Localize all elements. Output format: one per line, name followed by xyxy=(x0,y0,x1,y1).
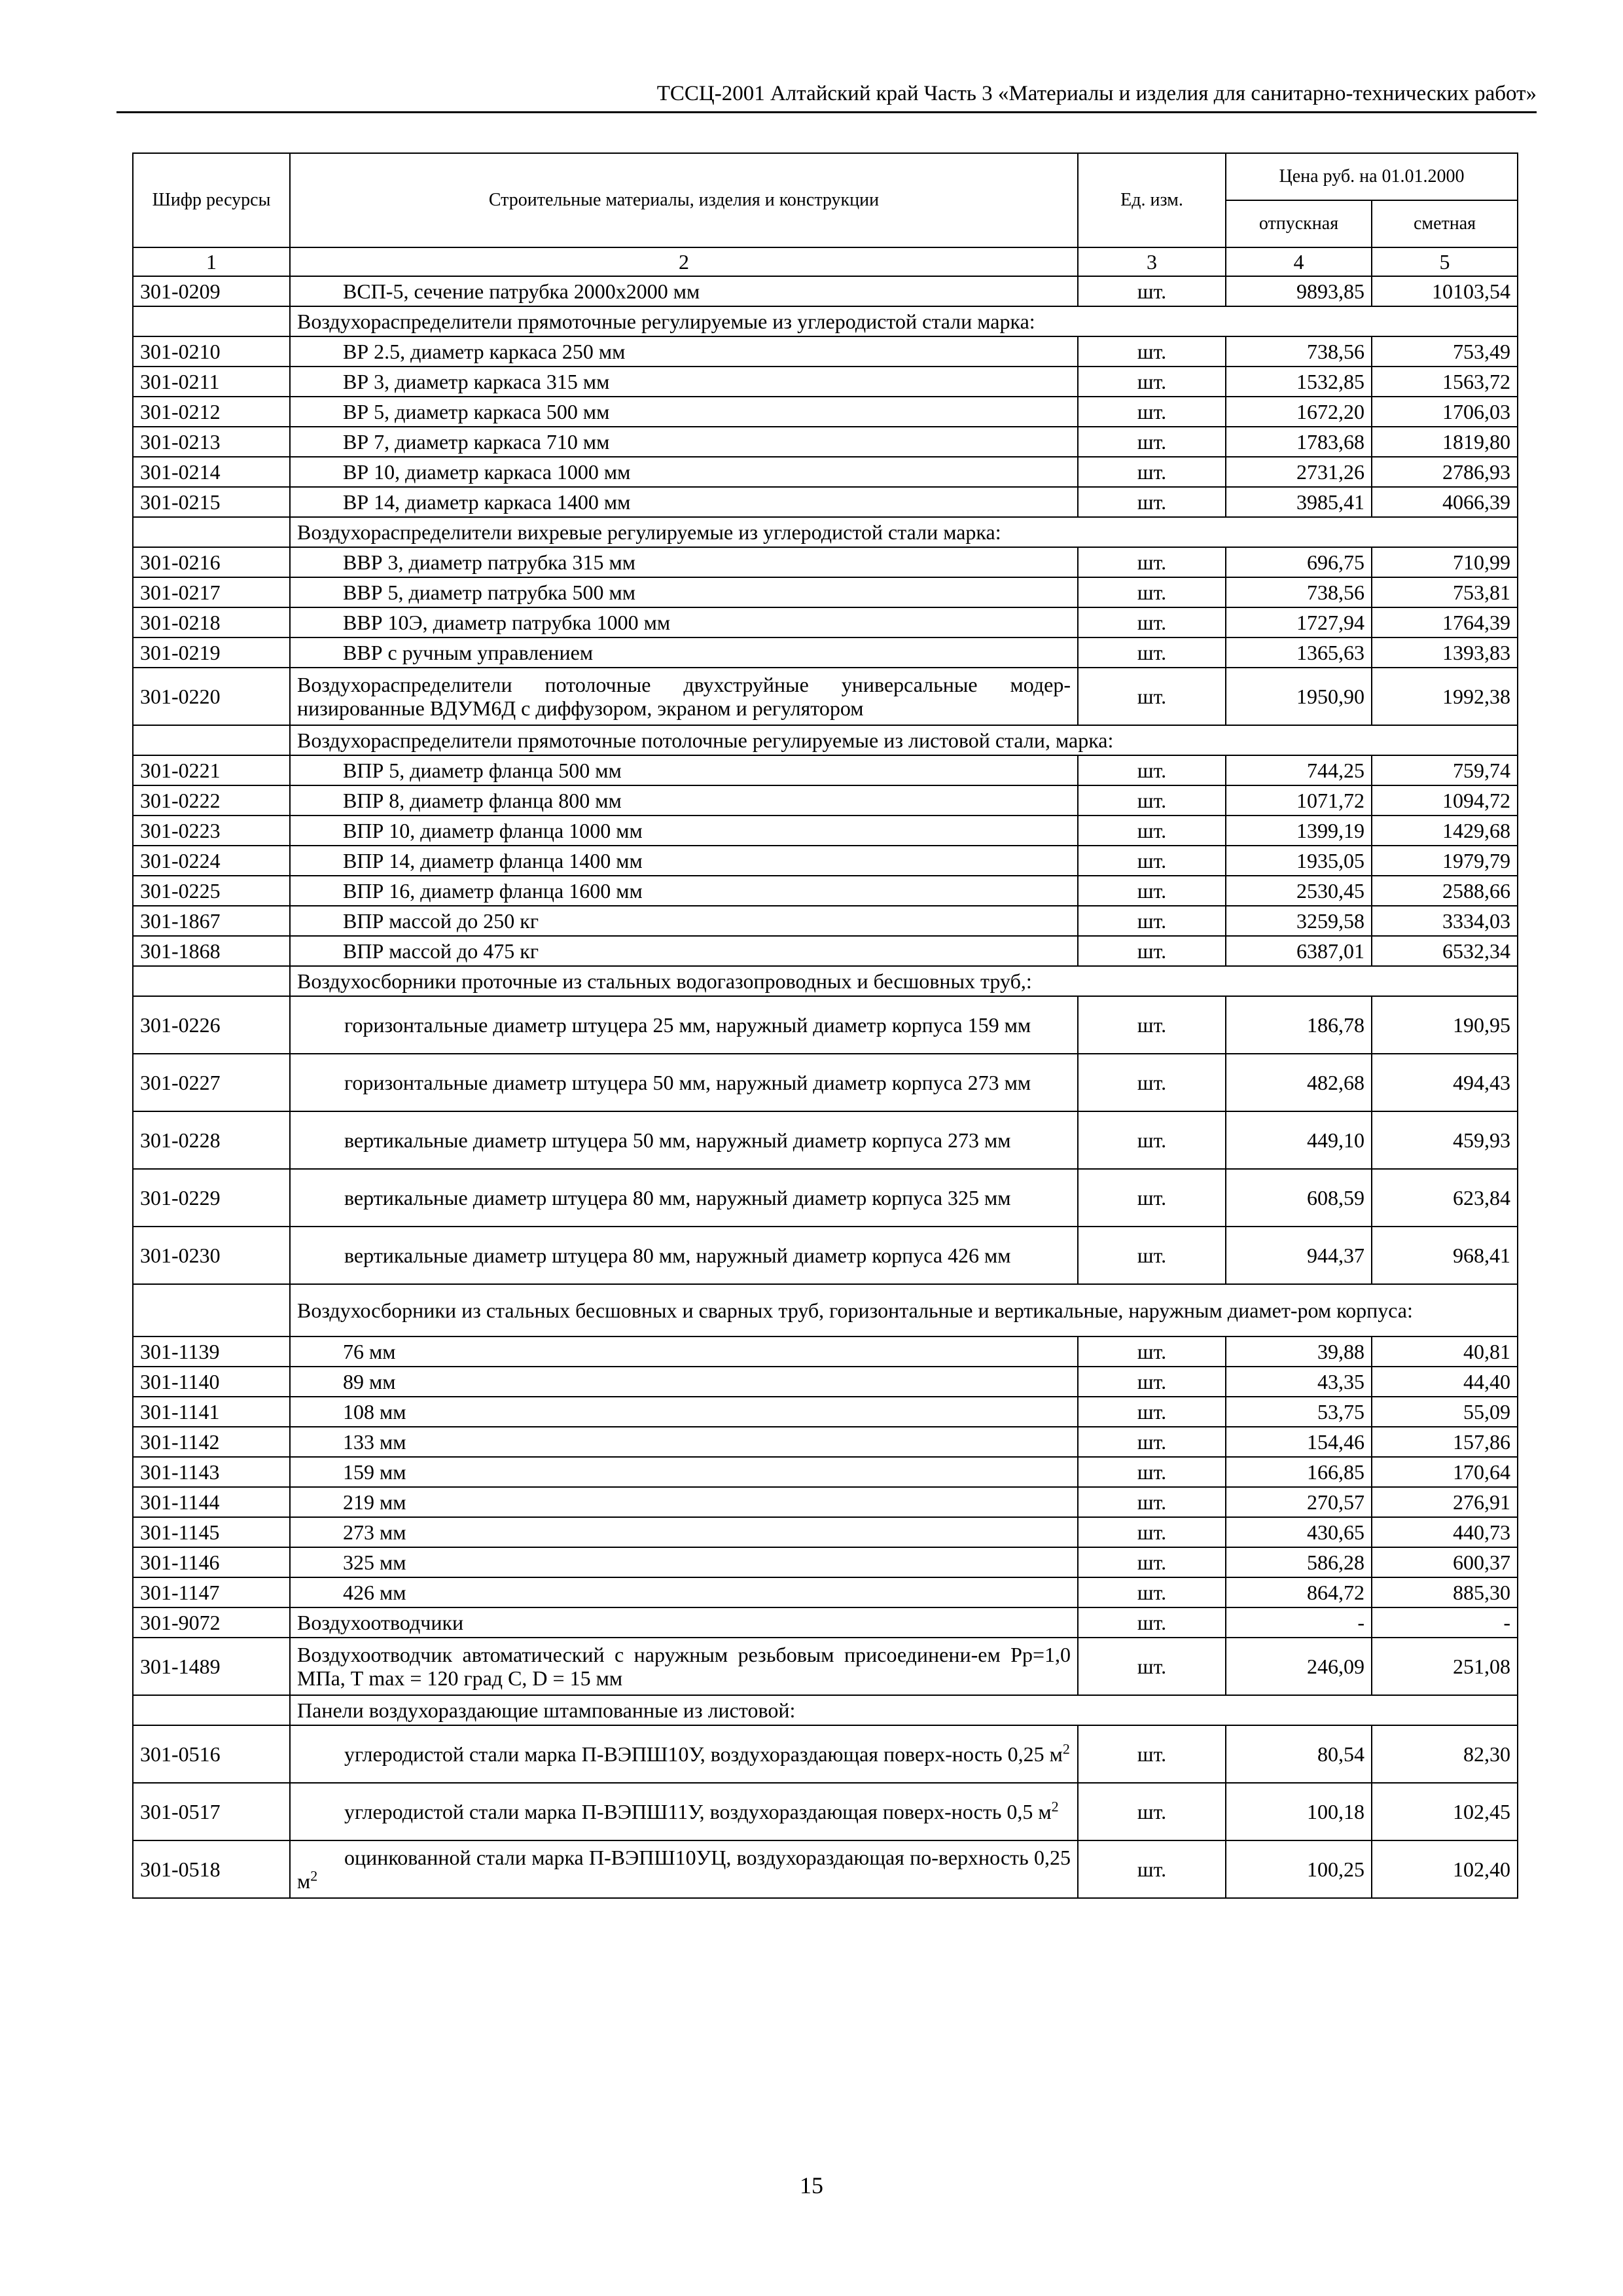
estimate-price-cell: 251,08 xyxy=(1372,1638,1518,1695)
name-cell: ВР 2.5, диаметр каркаса 250 мм xyxy=(290,336,1078,367)
code-cell: 301-0229 xyxy=(133,1169,290,1227)
table-row xyxy=(133,1367,1518,1397)
name-cell xyxy=(290,668,1078,725)
unit-cell: шт. xyxy=(1078,996,1226,1054)
release-price-cell: 744,25 xyxy=(1226,755,1372,785)
group-name: Воздухораспределители вихревые регулируемые из углеродистой стали марка: xyxy=(290,517,1518,547)
group-row xyxy=(133,517,1518,547)
unit-cell: шт. xyxy=(1078,755,1226,785)
group-name: Воздухосборники из стальных бесшовных и сварных труб, горизонтальные и вертикальные, наружным диамет-ром корпуса: xyxy=(290,1284,1518,1336)
code-cell: 301-1868 xyxy=(133,936,290,966)
release-price-cell: 1071,72 xyxy=(1226,785,1372,816)
estimate-price-cell: 459,93 xyxy=(1372,1111,1518,1169)
table-row xyxy=(133,996,1518,1054)
code-cell xyxy=(133,517,290,547)
estimate-price-cell: 82,30 xyxy=(1372,1725,1518,1783)
table-row xyxy=(133,1725,1518,1783)
name-cell: ВР 7, диаметр каркаса 710 мм xyxy=(290,427,1078,457)
name-cell: 426 мм xyxy=(290,1577,1078,1607)
code-cell: 301-0226 xyxy=(133,996,290,1054)
item-description xyxy=(297,1013,1071,1037)
name-cell: ВПР 5, диаметр фланца 500 мм xyxy=(290,755,1078,785)
code-cell: 301-0218 xyxy=(133,607,290,637)
item-description xyxy=(297,1643,1071,1690)
col-header-unit: Ед. изм. xyxy=(1078,153,1226,247)
release-price-cell: 270,57 xyxy=(1226,1487,1372,1517)
page-header xyxy=(116,71,1537,113)
table-row xyxy=(133,1169,1518,1227)
code-cell: 301-0224 xyxy=(133,846,290,876)
code-cell: 301-0225 xyxy=(133,876,290,906)
unit-superscript: 2 xyxy=(1051,1798,1059,1815)
code-cell: 301-0210 xyxy=(133,336,290,367)
unit-cell: шт. xyxy=(1078,668,1226,725)
release-price-cell: 449,10 xyxy=(1226,1111,1372,1169)
table-row xyxy=(133,336,1518,367)
release-price-cell: 608,59 xyxy=(1226,1169,1372,1227)
estimate-price-cell: 1979,79 xyxy=(1372,846,1518,876)
release-price-cell: 166,85 xyxy=(1226,1457,1372,1487)
estimate-price-cell: 10103,54 xyxy=(1372,276,1518,306)
col-number: 2 xyxy=(290,247,1078,276)
table-row xyxy=(133,637,1518,668)
item-description-text: вертикальные диаметр штуцера 80 мм, наружный диаметр корпуса 325 мм xyxy=(344,1186,1011,1210)
code-cell: 301-0222 xyxy=(133,785,290,816)
code-cell: 301-0221 xyxy=(133,755,290,785)
table-row xyxy=(133,1336,1518,1367)
col-number: 3 xyxy=(1078,247,1226,276)
table-row xyxy=(133,1517,1518,1547)
release-price-cell: 9893,85 xyxy=(1226,276,1372,306)
table-row xyxy=(133,1427,1518,1457)
release-price-cell: 39,88 xyxy=(1226,1336,1372,1367)
code-cell xyxy=(133,1695,290,1725)
item-description xyxy=(297,1244,1071,1267)
name-cell xyxy=(290,1169,1078,1227)
name-cell: 219 мм xyxy=(290,1487,1078,1517)
code-cell: 301-1142 xyxy=(133,1427,290,1457)
code-cell: 301-0211 xyxy=(133,367,290,397)
group-row xyxy=(133,306,1518,336)
name-cell: 273 мм xyxy=(290,1517,1078,1547)
estimate-price-cell: 4066,39 xyxy=(1372,487,1518,517)
table-row xyxy=(133,1547,1518,1577)
release-price-cell: 1727,94 xyxy=(1226,607,1372,637)
estimate-price-cell: 102,40 xyxy=(1372,1840,1518,1898)
estimate-price-cell: 2588,66 xyxy=(1372,876,1518,906)
estimate-price-cell: 2786,93 xyxy=(1372,457,1518,487)
release-price-cell: 154,46 xyxy=(1226,1427,1372,1457)
release-price-cell: 430,65 xyxy=(1226,1517,1372,1547)
code-cell: 301-1489 xyxy=(133,1638,290,1695)
name-cell xyxy=(290,1638,1078,1695)
estimate-price-cell: 6532,34 xyxy=(1372,936,1518,966)
release-price-cell: 100,25 xyxy=(1226,1840,1372,1898)
table-row xyxy=(133,1054,1518,1111)
unit-cell: шт. xyxy=(1078,1725,1226,1783)
group-row xyxy=(133,966,1518,996)
code-cell: 301-0227 xyxy=(133,1054,290,1111)
code-cell: 301-0220 xyxy=(133,668,290,725)
group-row xyxy=(133,725,1518,755)
group-row xyxy=(133,1284,1518,1336)
release-price-cell: 1783,68 xyxy=(1226,427,1372,457)
group-name: Воздухораспределители прямоточные потолочные регулируемые из листовой стали, марка: xyxy=(290,725,1518,755)
estimate-price-cell: 494,43 xyxy=(1372,1054,1518,1111)
unit-cell: шт. xyxy=(1078,1054,1226,1111)
release-price-cell: 53,75 xyxy=(1226,1397,1372,1427)
unit-cell: шт. xyxy=(1078,1783,1226,1840)
col-header-release: отпускная xyxy=(1226,200,1372,247)
name-cell: 133 мм xyxy=(290,1427,1078,1457)
unit-cell: шт. xyxy=(1078,1577,1226,1607)
name-cell: 159 мм xyxy=(290,1457,1078,1487)
table-row xyxy=(133,1397,1518,1427)
estimate-price-cell: 885,30 xyxy=(1372,1577,1518,1607)
release-price-cell: 1399,19 xyxy=(1226,816,1372,846)
unit-cell: шт. xyxy=(1078,457,1226,487)
unit-cell: шт. xyxy=(1078,1840,1226,1898)
code-cell xyxy=(133,1284,290,1336)
release-price-cell: 100,18 xyxy=(1226,1783,1372,1840)
estimate-price-cell: 753,49 xyxy=(1372,336,1518,367)
unit-cell: шт. xyxy=(1078,336,1226,367)
unit-cell: шт. xyxy=(1078,1336,1226,1367)
code-cell: 301-1141 xyxy=(133,1397,290,1427)
item-description xyxy=(297,1128,1071,1152)
code-cell xyxy=(133,306,290,336)
estimate-price-cell: 157,86 xyxy=(1372,1427,1518,1457)
table-row xyxy=(133,1227,1518,1284)
estimate-price-cell: 190,95 xyxy=(1372,996,1518,1054)
unit-cell: шт. xyxy=(1078,1547,1226,1577)
estimate-price-cell: 1563,72 xyxy=(1372,367,1518,397)
table-header-row xyxy=(133,153,1518,200)
name-cell: ВПР массой до 250 кг xyxy=(290,906,1078,936)
name-cell: 108 мм xyxy=(290,1397,1078,1427)
name-cell xyxy=(290,1054,1078,1111)
estimate-price-cell: 44,40 xyxy=(1372,1367,1518,1397)
unit-cell: шт. xyxy=(1078,1111,1226,1169)
name-cell xyxy=(290,1111,1078,1169)
table-row xyxy=(133,547,1518,577)
column-number-row xyxy=(133,247,1518,276)
col-header-name: Строительные материалы, изделия и конструкции xyxy=(290,153,1078,247)
name-cell: ВПР 14, диаметр фланца 1400 мм xyxy=(290,846,1078,876)
code-cell: 301-0212 xyxy=(133,397,290,427)
name-cell: ВВР 10Э, диаметр патрубка 1000 мм xyxy=(290,607,1078,637)
header-title: ТССЦ-2001 Алтайский край Часть 3 «Материалы и изделия для санитарно-технических работ» xyxy=(656,82,1537,105)
table-row xyxy=(133,876,1518,906)
item-description xyxy=(297,673,1071,720)
estimate-price-cell: 55,09 xyxy=(1372,1397,1518,1427)
col-header-code: Шифр ресурсы xyxy=(133,153,290,247)
release-price-cell: 738,56 xyxy=(1226,336,1372,367)
col-number: 4 xyxy=(1226,247,1372,276)
table-row xyxy=(133,457,1518,487)
name-cell: ВПР 10, диаметр фланца 1000 мм xyxy=(290,816,1078,846)
col-number: 5 xyxy=(1372,247,1518,276)
unit-cell: шт. xyxy=(1078,1487,1226,1517)
code-cell: 301-0216 xyxy=(133,547,290,577)
name-cell: 76 мм xyxy=(290,1336,1078,1367)
name-cell: ВПР 8, диаметр фланца 800 мм xyxy=(290,785,1078,816)
col-header-estimate: сметная xyxy=(1372,200,1518,247)
name-cell: Воздухоотводчики xyxy=(290,1607,1078,1638)
item-description xyxy=(297,1186,1071,1210)
name-cell: ВПР массой до 475 кг xyxy=(290,936,1078,966)
release-price-cell: - xyxy=(1226,1607,1372,1638)
release-price-cell: 944,37 xyxy=(1226,1227,1372,1284)
item-description-text: оцинкованной стали марка П-ВЭПШ10УЦ, воздухораздающая по-верхность 0,25 м xyxy=(297,1846,1071,1893)
table-row xyxy=(133,276,1518,306)
code-cell: 301-9072 xyxy=(133,1607,290,1638)
item-description xyxy=(297,1071,1071,1094)
unit-cell: шт. xyxy=(1078,547,1226,577)
code-cell: 301-0213 xyxy=(133,427,290,457)
unit-cell: шт. xyxy=(1078,1169,1226,1227)
item-description xyxy=(297,1800,1071,1823)
unit-cell: шт. xyxy=(1078,607,1226,637)
group-name: Воздухосборники проточные из стальных водогазопроводных и бесшовных труб,: xyxy=(290,966,1518,996)
estimate-price-cell: 3334,03 xyxy=(1372,906,1518,936)
table-row xyxy=(133,487,1518,517)
unit-cell: шт. xyxy=(1078,876,1226,906)
name-cell xyxy=(290,996,1078,1054)
estimate-price-cell: 1992,38 xyxy=(1372,668,1518,725)
code-cell: 301-0217 xyxy=(133,577,290,607)
unit-cell: шт. xyxy=(1078,816,1226,846)
release-price-cell: 586,28 xyxy=(1226,1547,1372,1577)
release-price-cell: 3985,41 xyxy=(1226,487,1372,517)
release-price-cell: 3259,58 xyxy=(1226,906,1372,936)
unit-cell: шт. xyxy=(1078,1457,1226,1487)
item-description xyxy=(297,1742,1071,1766)
table-row xyxy=(133,1457,1518,1487)
estimate-price-cell: 623,84 xyxy=(1372,1169,1518,1227)
code-cell: 301-0230 xyxy=(133,1227,290,1284)
release-price-cell: 246,09 xyxy=(1226,1638,1372,1695)
release-price-cell: 696,75 xyxy=(1226,547,1372,577)
price-table-body xyxy=(133,153,1518,1898)
name-cell: 325 мм xyxy=(290,1547,1078,1577)
unit-cell: шт. xyxy=(1078,1397,1226,1427)
code-cell: 301-0517 xyxy=(133,1783,290,1840)
price-table xyxy=(132,152,1518,1899)
table-row xyxy=(133,1111,1518,1169)
estimate-price-cell: 440,73 xyxy=(1372,1517,1518,1547)
item-description-text: Воздухораспределители потолочные двухструйные универсальные модер-низированные ВДУМ6Д с диффузором, экраном и регулятором xyxy=(297,673,1071,720)
item-description-text: углеродистой стали марка П-ВЭПШ11У, воздухораздающая поверх-ность 0,5 м xyxy=(344,1800,1052,1823)
code-cell: 301-1143 xyxy=(133,1457,290,1487)
release-price-cell: 80,54 xyxy=(1226,1725,1372,1783)
estimate-price-cell: 753,81 xyxy=(1372,577,1518,607)
table-row xyxy=(133,906,1518,936)
unit-superscript: 2 xyxy=(310,1867,318,1884)
release-price-cell: 186,78 xyxy=(1226,996,1372,1054)
col-header-price: Цена руб. на 01.01.2000 xyxy=(1226,153,1518,200)
estimate-price-cell: 1819,80 xyxy=(1372,427,1518,457)
release-price-cell: 864,72 xyxy=(1226,1577,1372,1607)
item-description-text: вертикальные диаметр штуцера 50 мм, наружный диаметр корпуса 273 мм xyxy=(344,1128,1011,1152)
unit-cell: шт. xyxy=(1078,1367,1226,1397)
item-description-text: горизонтальные диаметр штуцера 25 мм, наружный диаметр корпуса 159 мм xyxy=(344,1013,1031,1037)
code-cell xyxy=(133,725,290,755)
table-row xyxy=(133,1487,1518,1517)
item-description xyxy=(297,1846,1071,1893)
name-cell: 89 мм xyxy=(290,1367,1078,1397)
release-price-cell: 6387,01 xyxy=(1226,936,1372,966)
table-row xyxy=(133,1638,1518,1695)
table-row xyxy=(133,1783,1518,1840)
code-cell: 301-1146 xyxy=(133,1547,290,1577)
code-cell: 301-1140 xyxy=(133,1367,290,1397)
unit-superscript: 2 xyxy=(1062,1740,1070,1757)
release-price-cell: 1950,90 xyxy=(1226,668,1372,725)
unit-cell: шт. xyxy=(1078,1427,1226,1457)
page-number: 15 xyxy=(800,2172,823,2198)
table-row xyxy=(133,816,1518,846)
name-cell: ВВР с ручным управлением xyxy=(290,637,1078,668)
name-cell: ВР 5, диаметр каркаса 500 мм xyxy=(290,397,1078,427)
estimate-price-cell: 968,41 xyxy=(1372,1227,1518,1284)
item-description-text: горизонтальные диаметр штуцера 50 мм, наружный диаметр корпуса 273 мм xyxy=(344,1071,1031,1094)
table-row xyxy=(133,846,1518,876)
release-price-cell: 738,56 xyxy=(1226,577,1372,607)
name-cell: ВР 14, диаметр каркаса 1400 мм xyxy=(290,487,1078,517)
estimate-price-cell: 40,81 xyxy=(1372,1336,1518,1367)
unit-cell: шт. xyxy=(1078,577,1226,607)
table-row xyxy=(133,577,1518,607)
code-cell: 301-0219 xyxy=(133,637,290,668)
unit-cell: шт. xyxy=(1078,637,1226,668)
release-price-cell: 1672,20 xyxy=(1226,397,1372,427)
table-row xyxy=(133,427,1518,457)
estimate-price-cell: 710,99 xyxy=(1372,547,1518,577)
group-name: Панели воздухораздающие штампованные из листовой: xyxy=(290,1695,1518,1725)
name-cell: ВВР 3, диаметр патрубка 315 мм xyxy=(290,547,1078,577)
unit-cell: шт. xyxy=(1078,1607,1226,1638)
code-cell xyxy=(133,966,290,996)
name-cell: ВПР 16, диаметр фланца 1600 мм xyxy=(290,876,1078,906)
estimate-price-cell: 1393,83 xyxy=(1372,637,1518,668)
table-row xyxy=(133,755,1518,785)
table-row xyxy=(133,668,1518,725)
table-row xyxy=(133,936,1518,966)
release-price-cell: 43,35 xyxy=(1226,1367,1372,1397)
code-cell: 301-1147 xyxy=(133,1577,290,1607)
unit-cell: шт. xyxy=(1078,936,1226,966)
estimate-price-cell: 1706,03 xyxy=(1372,397,1518,427)
name-cell xyxy=(290,1725,1078,1783)
code-cell: 301-0223 xyxy=(133,816,290,846)
code-cell: 301-0209 xyxy=(133,276,290,306)
estimate-price-cell: 759,74 xyxy=(1372,755,1518,785)
estimate-price-cell: 170,64 xyxy=(1372,1457,1518,1487)
unit-cell: шт. xyxy=(1078,367,1226,397)
unit-cell: шт. xyxy=(1078,1638,1226,1695)
release-price-cell: 1935,05 xyxy=(1226,846,1372,876)
unit-cell: шт. xyxy=(1078,1517,1226,1547)
name-cell xyxy=(290,1227,1078,1284)
table-row xyxy=(133,1840,1518,1898)
unit-cell: шт. xyxy=(1078,276,1226,306)
name-cell: ВВР 5, диаметр патрубка 500 мм xyxy=(290,577,1078,607)
name-cell: ВСП-5, сечение патрубка 2000х2000 мм xyxy=(290,276,1078,306)
release-price-cell: 1532,85 xyxy=(1226,367,1372,397)
estimate-price-cell: 1764,39 xyxy=(1372,607,1518,637)
name-cell xyxy=(290,1840,1078,1898)
unit-cell: шт. xyxy=(1078,846,1226,876)
item-description-text: вертикальные диаметр штуцера 80 мм, наружный диаметр корпуса 426 мм xyxy=(344,1244,1011,1267)
release-price-cell: 2530,45 xyxy=(1226,876,1372,906)
group-row xyxy=(133,1695,1518,1725)
code-cell: 301-0228 xyxy=(133,1111,290,1169)
name-cell: ВР 3, диаметр каркаса 315 мм xyxy=(290,367,1078,397)
table-row xyxy=(133,1607,1518,1638)
code-cell: 301-1145 xyxy=(133,1517,290,1547)
unit-cell: шт. xyxy=(1078,427,1226,457)
unit-cell: шт. xyxy=(1078,785,1226,816)
name-cell: ВР 10, диаметр каркаса 1000 мм xyxy=(290,457,1078,487)
unit-cell: шт. xyxy=(1078,906,1226,936)
estimate-price-cell: 1429,68 xyxy=(1372,816,1518,846)
code-cell: 301-0518 xyxy=(133,1840,290,1898)
unit-cell: шт. xyxy=(1078,397,1226,427)
table-row xyxy=(133,785,1518,816)
item-description-text: углеродистой стали марка П-ВЭПШ10У, воздухораздающая поверх-ность 0,25 м xyxy=(344,1742,1063,1766)
code-cell: 301-0214 xyxy=(133,457,290,487)
estimate-price-cell: 102,45 xyxy=(1372,1783,1518,1840)
estimate-price-cell: 600,37 xyxy=(1372,1547,1518,1577)
estimate-price-cell: 1094,72 xyxy=(1372,785,1518,816)
col-number: 1 xyxy=(133,247,290,276)
estimate-price-cell: 276,91 xyxy=(1372,1487,1518,1517)
code-cell: 301-0215 xyxy=(133,487,290,517)
group-name: Воздухораспределители прямоточные регулируемые из углеродистой стали марка: xyxy=(290,306,1518,336)
release-price-cell: 1365,63 xyxy=(1226,637,1372,668)
code-cell: 301-1144 xyxy=(133,1487,290,1517)
code-cell: 301-1139 xyxy=(133,1336,290,1367)
unit-cell: шт. xyxy=(1078,1227,1226,1284)
estimate-price-cell: - xyxy=(1372,1607,1518,1638)
unit-cell: шт. xyxy=(1078,487,1226,517)
table-row xyxy=(133,367,1518,397)
item-description-text: Воздухоотводчик автоматический с наружным резьбовым присоединени-ем Рр=1,0 МПа, Т max = 120 град С, D = 15 мм xyxy=(297,1643,1071,1690)
name-cell xyxy=(290,1783,1078,1840)
release-price-cell: 482,68 xyxy=(1226,1054,1372,1111)
table-row xyxy=(133,1577,1518,1607)
table-row xyxy=(133,607,1518,637)
code-cell: 301-0516 xyxy=(133,1725,290,1783)
table-row xyxy=(133,397,1518,427)
code-cell: 301-1867 xyxy=(133,906,290,936)
release-price-cell: 2731,26 xyxy=(1226,457,1372,487)
